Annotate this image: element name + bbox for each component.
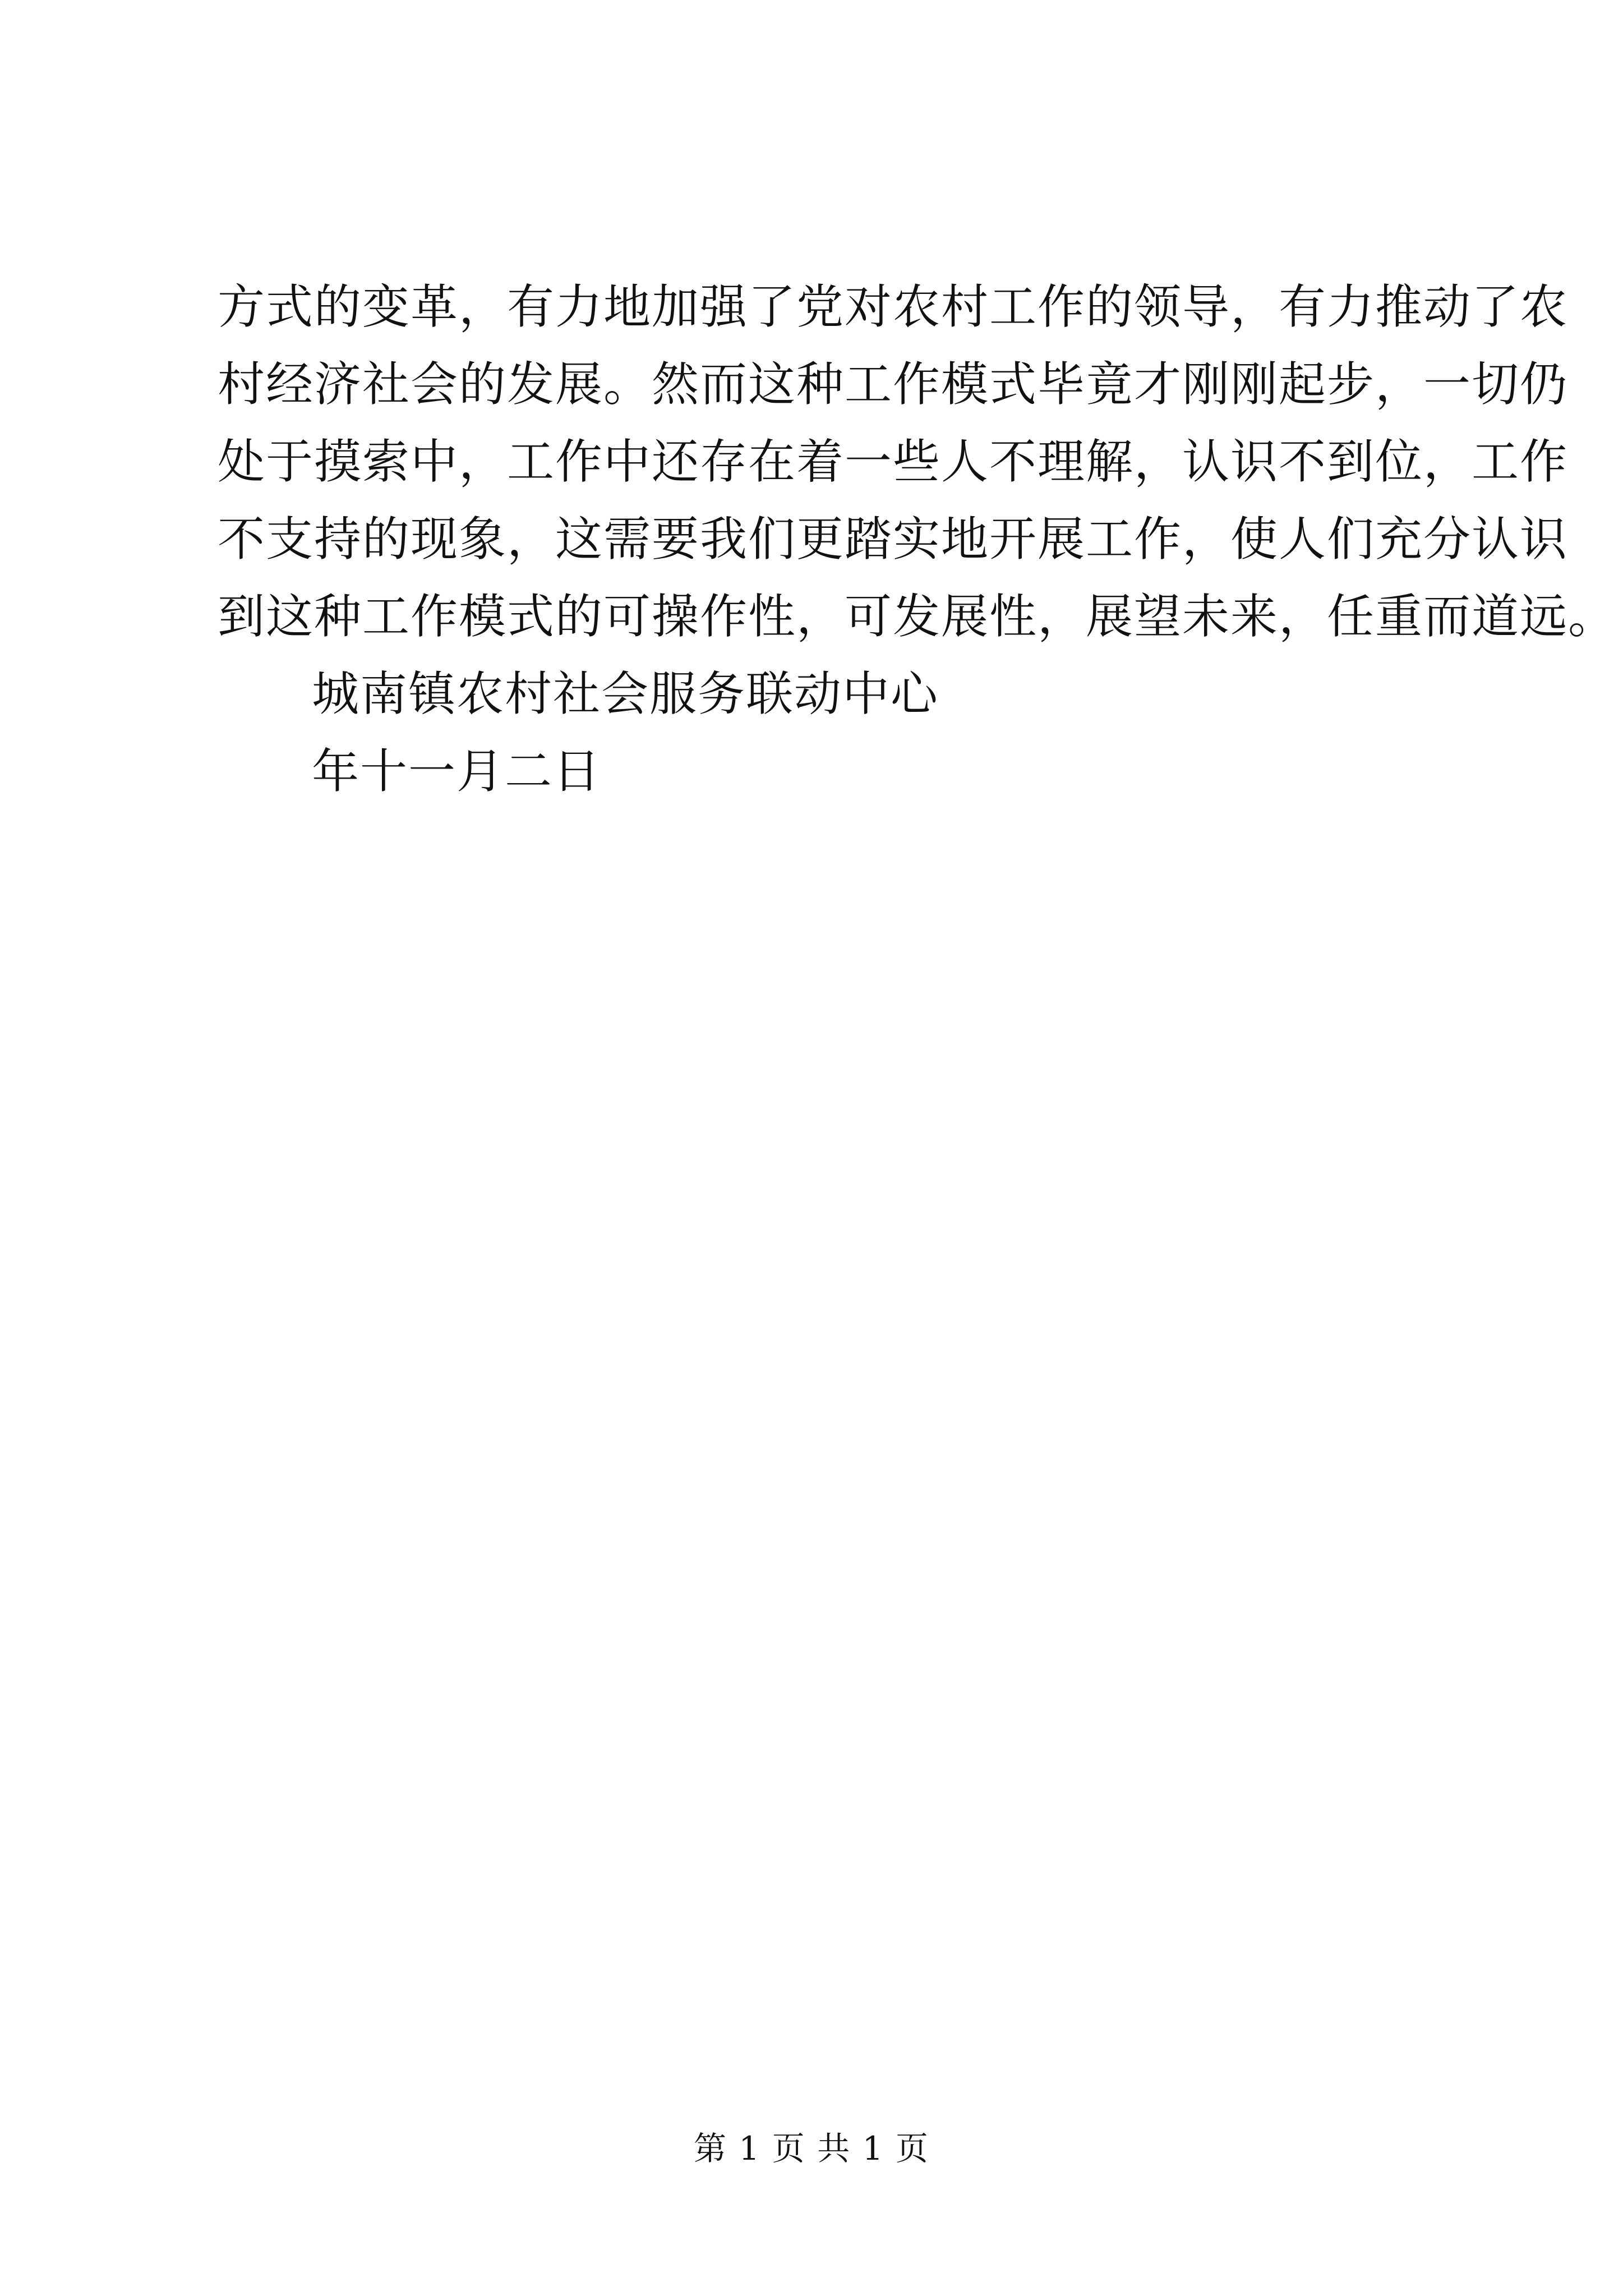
signature-date: 年十一月二日 [312, 744, 602, 799]
body-paragraph [218, 268, 1617, 810]
page-footer [0, 2126, 1623, 2171]
signature-organization: 城南镇农村社会服务联动中心 [312, 666, 939, 721]
paragraph-line-4: 不支持的现象，这需要我们更踏实地开展工作，使人们充分认识 [218, 512, 1569, 567]
paragraph-line-2: 村经济社会的发展。然而这种工作模式毕竟才刚刚起步，一切仍 [218, 357, 1569, 412]
paragraph-line-1: 方式的变革，有力地加强了党对农村工作的领导，有力推动了农 [218, 279, 1569, 334]
paragraph-line-3: 处于摸索中，工作中还存在着一些人不理解，认识不到位，工作 [218, 434, 1569, 489]
paragraph-line-5: 到这种工作模式的可操作性，可发展性，展望未来，任重而道远。 [218, 589, 1617, 644]
page-number-indicator: 第 1 页 共 1 页 [694, 2129, 929, 2168]
